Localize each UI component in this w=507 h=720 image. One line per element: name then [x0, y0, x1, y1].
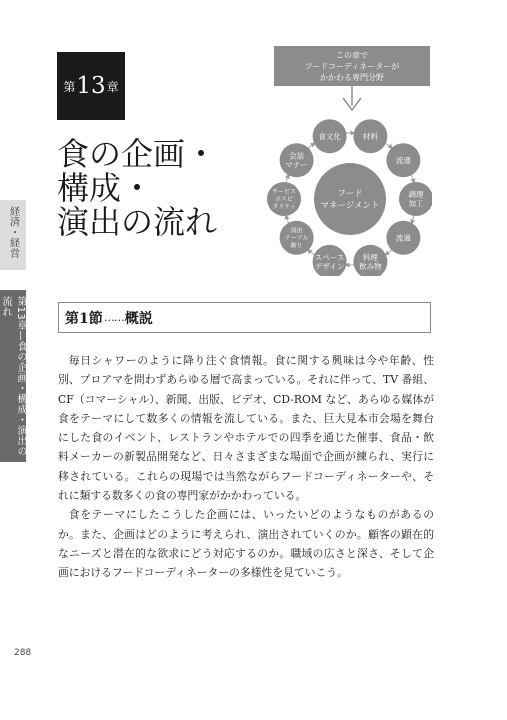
field-diagram [260, 44, 432, 276]
diagram-node-label: 流通 [395, 155, 411, 165]
center-circle [314, 163, 386, 235]
diagram-node-label: 飾り [290, 242, 303, 250]
diagram-node-label: 演出 [290, 227, 303, 235]
cycle-arrow [411, 215, 414, 224]
diagram-node-label: 会話 [289, 151, 305, 161]
cycle-arrow [308, 143, 315, 148]
side-tab-chapter-label: 第13章—食の企画・構成・演出の流れ [0, 296, 26, 457]
body-paragraph: 毎日シャワーのように降り注ぐ食情報。食に関する興味は今や年齢、性別、プロアマを問わずあらゆる層で高まっている。それに伴って、TV 番組、CF（コマーシャル）、新聞、出版、ビデオ、CD-ROM など、あらゆる媒体が食をテーマにして数多くの情報を流している。また、巨大見本市会場を舞台にした食のイベント、レストランやホテルでの四季を通じた催事、食品・飲料メーカーの新製品開発など、日々さまざまな場面で企画が練られ、実行に移されている。これらの現場では当然ながらフードコーディネーターや、それに類する数多くの食の専門家がかかわっている。 [58, 354, 434, 503]
diagram-node-label: 加工 [408, 199, 424, 209]
diagram-node-label: 調理 [408, 190, 424, 200]
diagram-node-label: 食文化 [318, 131, 341, 141]
diagram-node-label: マナー [285, 160, 308, 170]
diagram-node-label: テーブル [284, 234, 309, 242]
body-paragraph: 食をテーマにしたこうした企画には、いったいどのようなものがあるのか。また、企画はどのように考えられ、演出されていくのか。顧客の顕在的なニーズと潜在的な欲求にどう対応するのか。職域の広さと深さ、そして企画におけるフードコーディネーターの多様性を見ていこう。 [58, 508, 434, 580]
diagram-node-label: 飲み物 [359, 261, 382, 271]
side-tab-section [0, 200, 26, 270]
chapter-prefix: 第 [63, 79, 76, 94]
chapter-label [57, 52, 125, 120]
section-dots: …… [103, 311, 124, 324]
down-arrow-icon [343, 86, 361, 110]
center-label-line: マネージメント [320, 201, 380, 211]
diagram-node-label: デザイン [314, 261, 345, 271]
chapter-suffix: 章 [106, 79, 119, 94]
diagram-node-label: ホスピ [274, 196, 294, 204]
diagram-node-label: 料理 [362, 252, 378, 262]
page-number: 288 [14, 648, 32, 658]
diagram-node-label: 流通 [395, 233, 411, 243]
diagram-node-label: サービス [271, 188, 297, 196]
chapter-title-line: 食の企画・ [57, 135, 218, 173]
chapter-number: 13 [76, 73, 106, 99]
section-label: 第1節 [65, 310, 103, 327]
cycle-arrow [286, 174, 289, 183]
section-heading [58, 302, 431, 333]
side-tab-chapter [0, 290, 26, 462]
diagram-header-line: フードコーディネーターが [304, 62, 400, 71]
side-tab-section-label: 経済・経営 [7, 206, 19, 259]
diagram-node-label: スペース [314, 252, 345, 262]
chapter-title-line: 構成・ [57, 169, 154, 207]
cycle-arrow [385, 143, 392, 148]
diagram-node-label: タリティ [272, 203, 296, 211]
body-text [58, 351, 434, 583]
center-label-line: フード [337, 189, 363, 199]
chapter-title-line: 演出の流れ [57, 203, 218, 241]
section-title: 概説 [124, 310, 153, 327]
cycle-arrow [385, 250, 392, 255]
diagram-header-line: かかわる専門分野 [320, 73, 384, 82]
cycle-arrow [411, 174, 414, 183]
chapter-title [57, 137, 257, 239]
diagram-header-line: この章で [336, 51, 368, 60]
cycle-arrow [286, 215, 289, 224]
diagram-node-label: 材料 [362, 131, 378, 141]
